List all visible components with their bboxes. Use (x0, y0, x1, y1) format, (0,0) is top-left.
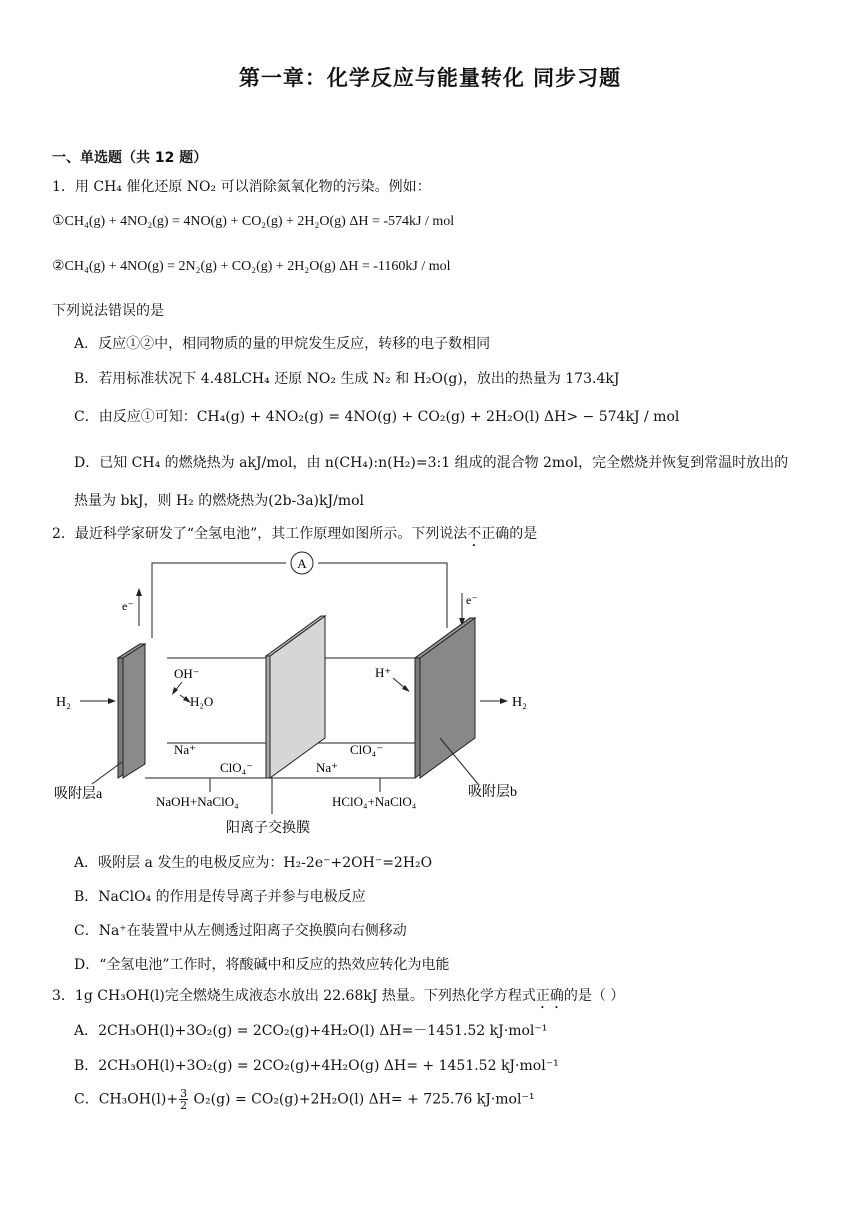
q1-option-b: B．若用标准状况下 4.48LCH₄ 还原 NO₂ 生成 N₂ 和 H₂O(g)，放出的热量为 173.4kJ (74, 371, 620, 387)
q1-option-d-line2: 热量为 bkJ，则 H₂ 的燃烧热为(2b-3a)kJ/mol (74, 493, 365, 509)
sodium-left-label: Na⁺ (174, 742, 197, 757)
q2-option-a: A．吸附层 a 发生的电极反应为：H₂-2e⁻+2OH⁻=2H₂O (74, 855, 433, 871)
q1-option-a: A．反应①②中，相同物质的量的甲烷发生反应，转移的电子数相同 (74, 336, 491, 352)
left-solution-label: NaOH+NaClO₄ (156, 794, 239, 809)
q3-stem: 3．1g CH₃OH(l)完全燃烧生成液态水放出 22.68kJ 热量。下列热化学方程式正确的是（ ） (52, 988, 625, 1004)
q1-equation-2: ②CH₄(g) + 4NO(g) = 2N₂(g) + CO₂(g) + 2H₂O(g) ΔH = -1160kJ / mol (52, 259, 451, 274)
water-label: H₂O (190, 694, 214, 709)
layer-b-label: 吸附层b (468, 785, 517, 800)
q1-stem: 1．用 CH₄ 催化还原 NO₂ 可以消除氮氧化物的污染。例如： (52, 179, 431, 195)
perchlorate-right-label: ClO₄⁻ (350, 742, 384, 757)
fraction-three-halves: $\frac{3}{2}$ (180, 1087, 188, 1112)
q3-option-b: B．2CH₃OH(l)+3O₂(g) = 2CO₂(g)+4H₂O(g) ΔH= + 1451.52 kJ·mol⁻¹ (74, 1058, 559, 1074)
q1-option-c: C．由反应①可知：CH₄(g) + 4NO₂(g) = 4NO(g) + CO₂(g) + 2H₂O(l) ΔH> − 574kJ / mol (74, 409, 680, 425)
page-title: 第一章：化学反应与能量转化 同步习题 (238, 66, 622, 90)
q3-emphasis: 正确 (535, 988, 564, 1004)
q3-option-c: C．CH₃OH(l)+ $\frac{3}{2}$ O₂(g) = CO₂(g)+2H₂O(l) ΔH= + 725.76 kJ·mol⁻¹ (74, 1087, 535, 1112)
sodium-right-label: Na⁺ (316, 760, 339, 775)
q2-emphasis: 不 (467, 526, 482, 542)
q2-stem: 2．最近科学家研发了“全氢电池”，其工作原理如图所示。下列说法不正确的是 (52, 526, 538, 542)
q1-option-d-line1: D．已知 CH₄ 的燃烧热为 akJ/mol，由 n(CH₄):n(H₂)=3:1 组成的混合物 2mol，完全燃烧并恢复到常温时放出的 (74, 455, 789, 471)
electron-left-label: e⁻ (122, 599, 134, 613)
hydroxide-label: OH⁻ (174, 666, 200, 681)
h2-out-label: H₂ (512, 695, 527, 710)
ammeter-label: A (297, 556, 307, 571)
q2-option-c: C．Na⁺在装置中从左侧透过阳离子交换膜向右侧移动 (74, 923, 407, 939)
q1-prompt: 下列说法错误的是 (52, 303, 164, 319)
cation-exchange-membrane (270, 616, 325, 778)
layer-a-label: 吸附层a (54, 787, 103, 802)
h2-in-label: H₂ (56, 695, 71, 710)
perchlorate-left-label: ClO₄⁻ (220, 760, 254, 775)
q1-equation-1: ①CH₄(g) + 4NO₂(g) = 4NO(g) + CO₂(g) + 2H₂O(g) ΔH = -574kJ / mol (52, 214, 455, 229)
section-heading: 一、单选题（共 12 题） (52, 150, 208, 166)
proton-label: H⁺ (375, 665, 392, 680)
q2-option-d: D．“全氢电池”工作时，将酸碱中和反应的热效应转化为电能 (74, 957, 450, 973)
right-solution-label: HClO₄+NaClO₄ (332, 794, 417, 809)
hydrogen-battery-figure (50, 548, 540, 843)
membrane-label: 阳离子交换膜 (226, 821, 310, 836)
q3-option-a: A．2CH₃OH(l)+3O₂(g) = 2CO₂(g)+4H₂O(l) ΔH=－1451.52 kJ·mol⁻¹ (74, 1023, 548, 1039)
q2-option-b: B．NaClO₄ 的作用是传导离子并参与电极反应 (74, 889, 366, 905)
electron-right-label: e⁻ (466, 593, 478, 607)
